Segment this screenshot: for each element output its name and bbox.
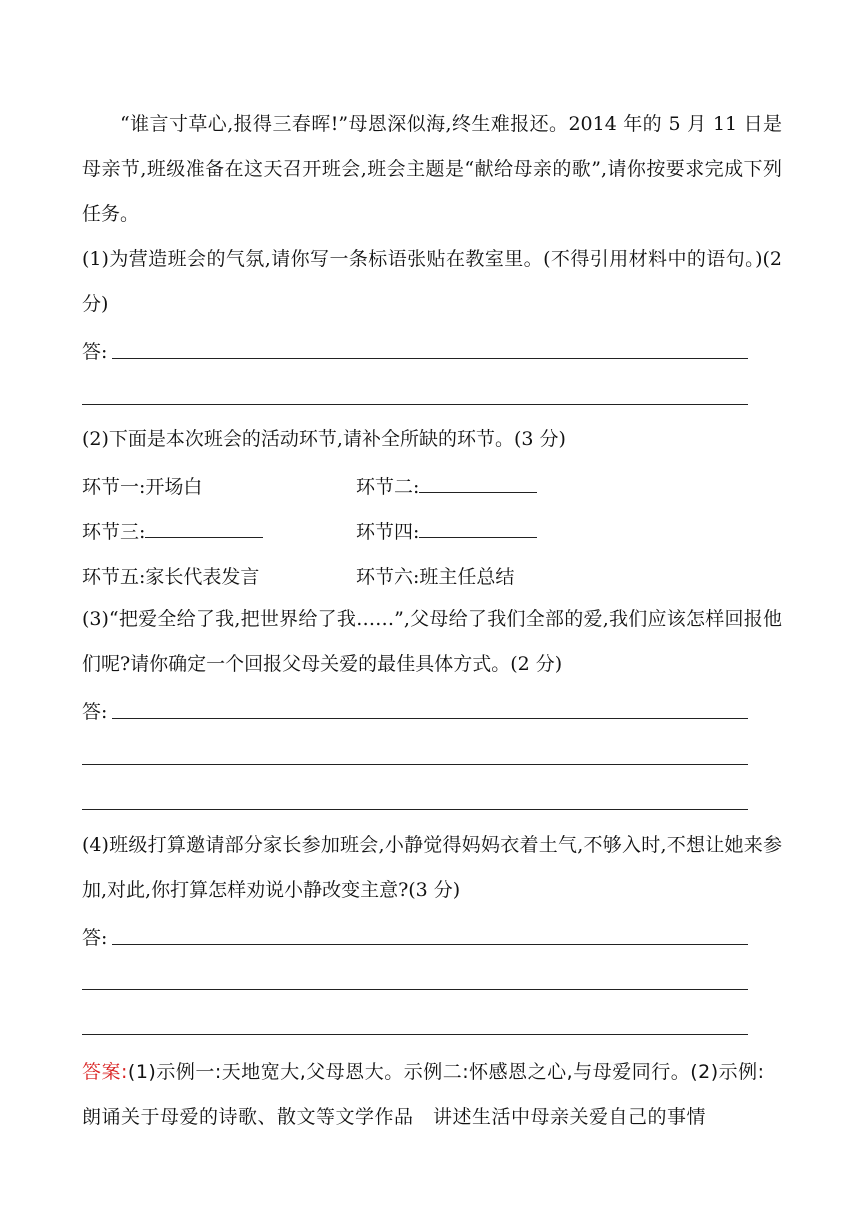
stage-3-blank[interactable] [145, 517, 263, 538]
q1-answer-label: 答: [82, 341, 108, 363]
stage-5 [82, 562, 259, 592]
q3-answer-line-1[interactable] [112, 718, 748, 719]
stage-1 [82, 472, 202, 502]
stage-1-label: 环节一:开场白 [82, 476, 203, 498]
stage-6-label: 环节六:班主任总结 [356, 566, 515, 588]
question-1: (1)为营造班会的气氛,请你写一条标语张贴在教室里。(不得引用材料中的语句。)(2 分) [82, 248, 782, 315]
stage-2-blank[interactable] [419, 472, 537, 493]
stage-5-label: 环节五:家长代表发言 [82, 566, 260, 588]
intro-paragraph: “谁言寸草心,报得三春晖!”母恩深似海,终生难报还。2014 年的 5 月 11 日是母亲节,班级准备在这天召开班会,班会主题是“献给母亲的歌”,请你按要求完成下列任务。 [82, 113, 782, 225]
q1-answer-line-1[interactable] [112, 358, 748, 359]
question-4: (4)班级打算邀请部分家长参加班会,小静觉得妈妈衣着土气,不够入时,不想让她来参加,对此,你打算怎样劝说小静改变主意?(3 分) [82, 834, 782, 901]
stage-4 [356, 517, 537, 547]
q1-answer-area [82, 337, 752, 367]
answer-key [82, 1050, 782, 1140]
stage-4-blank[interactable] [419, 517, 537, 538]
stage-2 [356, 472, 537, 502]
q4-answer-line-2[interactable] [82, 989, 748, 990]
q4-answer-line-1[interactable] [112, 944, 748, 945]
answer-key-text: (1)示例一:天地宽大,父母恩大。示例二:怀感恩之心,与母爱同行。(2)示例:朗诵关于母爱的诗歌、散文等文学作品 讲述生活中母亲关爱自己的事情 [82, 1061, 765, 1128]
answer-key-tag: 答案: [82, 1061, 128, 1083]
q4-answer-area [82, 923, 752, 953]
q4-answer-line-3[interactable] [82, 1034, 748, 1035]
q3-answer-line-3[interactable] [82, 809, 748, 810]
stage-3 [82, 517, 263, 547]
stage-6 [356, 562, 514, 592]
q3-answer-line-2[interactable] [82, 764, 748, 765]
stage-2-label: 环节二: [356, 476, 420, 498]
q3-answer-label: 答: [82, 701, 108, 723]
stage-3-label: 环节三: [82, 521, 146, 543]
q4-answer-label: 答: [82, 927, 108, 949]
question-3: (3)“把爱全给了我,把世界给了我……”,父母给了我们全部的爱,我们应该怎样回报他们呢?请你确定一个回报父母关爱的最佳具体方式。(2 分) [82, 608, 782, 675]
q1-answer-line-2[interactable] [82, 404, 748, 405]
stage-4-label: 环节四: [356, 521, 420, 543]
question-2: (2)下面是本次班会的活动环节,请补全所缺的环节。(3 分) [82, 428, 566, 450]
q3-answer-area [82, 697, 752, 727]
